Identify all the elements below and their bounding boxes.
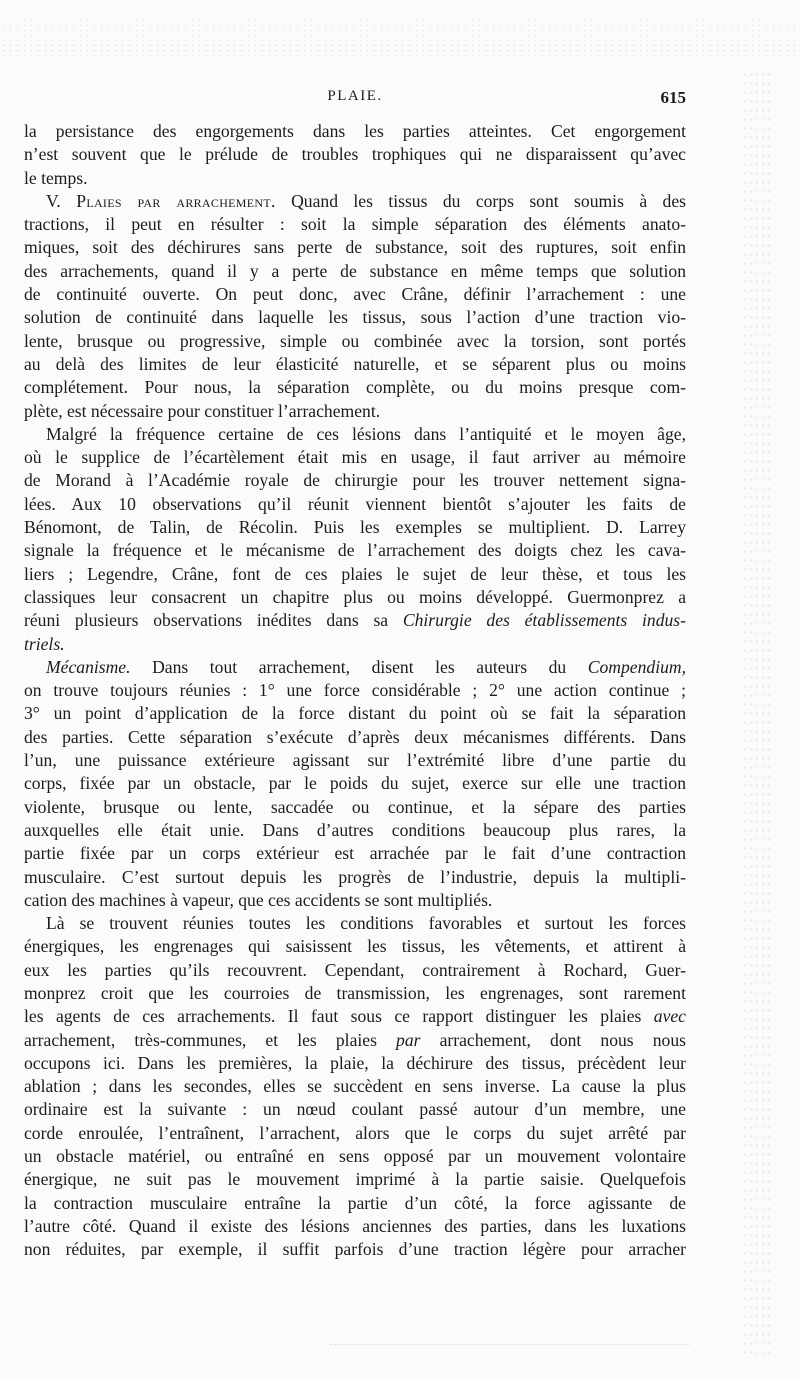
text-line: où le supplice de l’écartèlement était mis en usage, il faut arriver au mémoire bbox=[24, 447, 686, 468]
text-line: lées. Aux 10 observations qu’il réunit viennent bientôt s’ajouter les faits de bbox=[24, 493, 686, 514]
text-line: on trouve toujours réunies : 1° une force considérable ; 2° une action continue ; bbox=[24, 680, 686, 701]
text-line: violente, brusque ou lente, saccadée ou continue, et la sépare des parties bbox=[24, 796, 686, 817]
text-line: complétement. Pour nous, la séparation complète, ou du moins presque com- bbox=[24, 377, 686, 398]
text-line: solution de continuité dans laquelle les tissus, sous l’action d’une traction vio- bbox=[24, 307, 686, 328]
body-text bbox=[24, 120, 686, 1262]
text-line: corps, fixée par un obstacle, par le poids du sujet, exerce sur elle une traction bbox=[24, 773, 686, 794]
text-line: l’un, une puissance extérieure agissant sur l’extrémité libre d’une partie du bbox=[24, 750, 686, 771]
text-line: ordinaire est la suivante : un nœud coulant passé autour d’un membre, une bbox=[24, 1099, 686, 1120]
text-line: monprez croit que les courroies de transmission, les engrenages, sont rarement bbox=[24, 982, 686, 1003]
text-line: des arrachements, quand il y a perte de substance en même temps que solution bbox=[24, 260, 686, 281]
text-line: triels. bbox=[24, 633, 65, 654]
text-line: signale la fréquence et le mécanisme de l’arrachement des doigts chez les cava- bbox=[24, 540, 686, 561]
text-line: Bénomont, de Talin, de Récolin. Puis les exemples se multiplient. D. Larrey bbox=[24, 517, 686, 538]
text-line: la contraction musculaire entraîne la partie d’un côté, la force agissante de bbox=[24, 1192, 686, 1213]
text-line: partie fixée par un corps extérieur est arrachée par le fait d’une contraction bbox=[24, 843, 686, 864]
text-line: ablation ; dans les secondes, elles se succèdent en sens inverse. La cause la plus bbox=[24, 1076, 686, 1097]
text-line: de continuité ouverte. On peut donc, avec Crâne, définir l’arrachement : une bbox=[24, 284, 686, 305]
text-line: auxquelles elle était unie. Dans d’autres conditions beaucoup plus rares, la bbox=[24, 819, 686, 840]
text-line: cation des machines à vapeur, que ces accidents se sont multipliés. bbox=[24, 889, 493, 910]
text-line: énergiques, les engrenages qui saisissent les tissus, les vêtements, et attirent à bbox=[24, 936, 686, 957]
scan-noise-right-margin bbox=[742, 70, 772, 1360]
text-line: arrachement, très-communes, et les plaies par arrachement, dont nous nous bbox=[24, 1029, 686, 1050]
text-line: lente, brusque ou progressive, simple ou combinée avec la torsion, sont portés bbox=[24, 330, 686, 351]
page-number: 615 bbox=[660, 88, 686, 107]
scan-noise-bottom bbox=[330, 1344, 690, 1353]
text-line: de Morand à l’Académie royale de chirurgie pour les trouver nettement signa- bbox=[24, 470, 686, 491]
text-line: Mécanisme. Dans tout arrachement, disent les auteurs du Compendium, bbox=[46, 656, 686, 677]
scan-noise-top bbox=[0, 18, 800, 58]
text-line: non réduites, par exemple, il suffit parfois d’une traction légère pour arracher bbox=[24, 1239, 686, 1260]
text-line: 3° un point d’application de la force distant du point où se fait la séparation bbox=[24, 703, 686, 724]
page-header bbox=[24, 88, 686, 112]
text-line: n’est souvent que le prélude de troubles trophiques qui ne disparaissent qu’avec bbox=[24, 144, 686, 165]
text-line: les agents de ces arrachements. Il faut sous ce rapport distinguer les plaies avec bbox=[24, 1006, 686, 1027]
text-line: miques, soit des déchirures sans perte de substance, soit des ruptures, soit enfin bbox=[24, 237, 686, 258]
text-line: tractions, il peut en résulter : soit la simple séparation des éléments anato- bbox=[24, 214, 686, 235]
text-line: musculaire. C’est surtout depuis les progrès de l’industrie, depuis la multipli- bbox=[24, 866, 686, 887]
text-line: un obstacle matériel, ou entraîné en sens opposé par un mouvement volontaire bbox=[24, 1146, 686, 1167]
text-line: au delà des limites de leur élasticité naturelle, et se séparent plus ou moins bbox=[24, 353, 686, 374]
text-line: le temps. bbox=[24, 167, 88, 188]
text-line: la persistance des engorgements dans les parties atteintes. Cet engorgement bbox=[24, 121, 686, 141]
text-line: corde enroulée, l’entraînent, l’arrachent, alors que le corps du sujet arrêté par bbox=[24, 1122, 686, 1143]
text-line: classiques leur consacrent un chapitre plus ou moins développé. Guermonprez a bbox=[24, 586, 686, 607]
text-line: V. Plaies par arrachement. Quand les tissus du corps sont soumis à des bbox=[46, 190, 686, 211]
text-line: Là se trouvent réunies toutes les conditions favorables et surtout les forces bbox=[46, 913, 686, 934]
text-line: occupons ici. Dans les premières, la plaie, la déchirure des tissus, précèdent leur bbox=[24, 1052, 686, 1073]
text-line: liers ; Legendre, Crâne, font de ces plaies le sujet de leur thèse, et tous les bbox=[24, 563, 686, 584]
text-line: plète, est nécessaire pour constituer l’arrachement. bbox=[24, 400, 381, 421]
text-line: eux les parties qu’ils recouvrent. Cependant, contrairement à Rochard, Guer- bbox=[24, 959, 686, 980]
text-line: des parties. Cette séparation s’exécute d’après deux mécanismes différents. Dans bbox=[24, 726, 686, 747]
running-head: PLAIE. bbox=[327, 88, 383, 104]
text-line: l’autre côté. Quand il existe des lésions anciennes des parties, dans les luxations bbox=[24, 1215, 686, 1236]
text-line: énergique, ne suit pas le mouvement imprimé à la partie saisie. Quelquefois bbox=[24, 1169, 686, 1190]
text-line: Malgré la fréquence certaine de ces lésions dans l’antiquité et le moyen âge, bbox=[46, 423, 686, 444]
text-line: réuni plusieurs observations inédites dans sa Chirurgie des établissements indus- bbox=[24, 610, 686, 631]
